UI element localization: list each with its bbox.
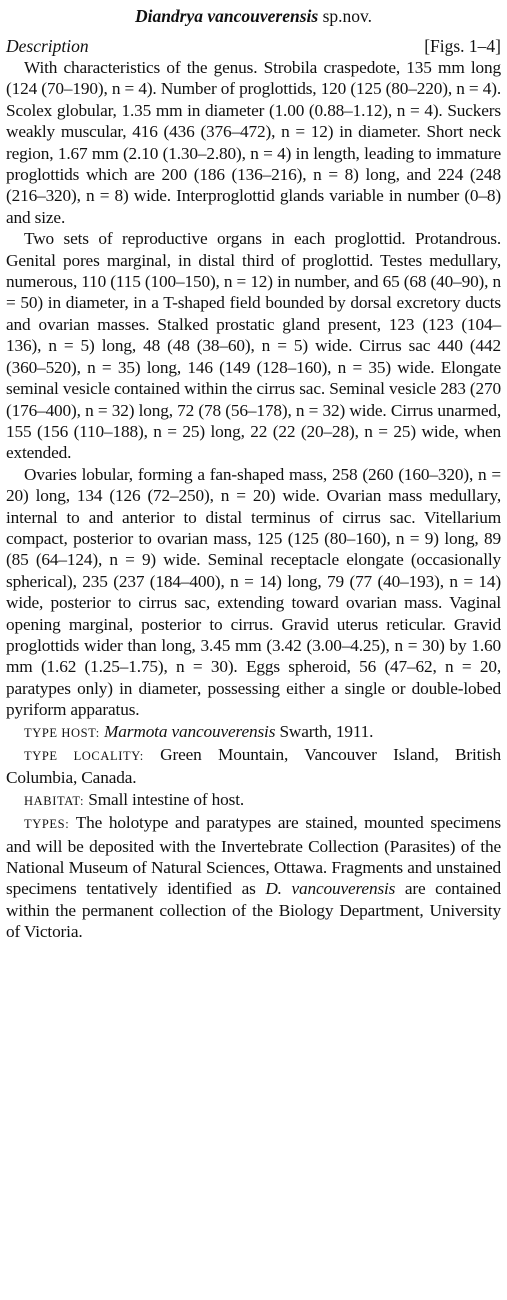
description-heading (6, 36, 501, 57)
species-title (6, 6, 501, 27)
habitat-entry (6, 789, 501, 812)
paragraph-ovaries: Ovaries lobular, forming a fan-shaped mass, 258 (260 (160–320), n = 20) long, 134 (126 (72–250), n = 20) wide. Ovarian mass medullary, internal to and anterior to distal terminus of cirrus sac. Vitellarium compact, posterior to ovarian mass, 125 (125 (80–160), n = 9) long, 89 (85 (64–124), n = 9) wide. Seminal receptacle elongate (occasionally spherical), 235 (237 (184–400), n = 14) long, 79 (77 (40–193), n = 14) wide, posterior to cirrus sac, extending toward ovarian mass. Vaginal opening marginal, posterior to cirrus. Gravid uterus reticular. Gravid proglottids wider than long, 3.45 mm (3.42 (3.00–4.25), n = 30) by 1.60 mm (1.62 (1.25–1.75), n = 30). Eggs spheroid, 56 (47–62, n = 20, paratypes only) in diameter, possessing either a single or double-lobed pyriform apparatus. (6, 464, 501, 720)
type-locality-entry (6, 744, 501, 789)
type-host-label: TYPE HOST: (24, 725, 100, 740)
figure-reference: [Figs. 1–4] (424, 36, 501, 56)
type-host-species: Marmota vancouverensis (104, 721, 276, 741)
habitat-text: Small intestine of host. (84, 789, 245, 809)
habitat-label: HABITAT: (24, 793, 85, 808)
types-label: TYPES: (24, 817, 70, 832)
types-text-1: The holotype and paratypes are stained, mounted specimens and will be deposited with the Invertebrate Collection (Parasites) of the National Museum of Natural Sciences, Ottawa. Fragments and unstained specimens tentatively identified as (6, 813, 501, 899)
species-name: Diandrya vancouverensis (134, 6, 319, 26)
types-species-abbrev: D. vancouverensis (265, 879, 396, 899)
species-suffix: sp.nov. (318, 6, 373, 26)
description-label: Description (6, 36, 89, 56)
paragraph-reproductive-organs: Two sets of reproductive organs in each proglottid. Protandrous. Genital pores marginal, in distal third of proglottid. Testes medullary, numerous, 110 (115 (100–150), n = 12) in number, and 65 (68 (40–90), n = 50) in diameter, in a T-shaped field bounded by dorsal excretory ducts and ovarian masses. Stalked prostatic gland present, 123 (123 (104–136), n = 5) long, 48 (48 (38–60), n = 5) wide. Cirrus sac 440 (442 (360–520), n = 35) long, 146 (149 (128–160), n = 35) wide. Elongate seminal vesicle contained within the cirrus sac. Seminal vesicle 283 (270 (176–400), n = 32) long, 72 (78 (56–178), n = 32) wide. Cirrus unarmed, 155 (156 (110–188), n = 25) long, 22 (22 (20–28), n = 25) wide, when extended. (6, 229, 501, 463)
type-host-entry (6, 721, 501, 744)
type-host-authority: Swarth, 1911. (275, 721, 374, 741)
types-entry (6, 812, 501, 942)
types-text-2: are contained within the permanent collection of the Biology Department, University of Victoria. (6, 879, 501, 942)
type-locality-text: Green Mountain, Vancouver Island, British Columbia, Canada. (6, 745, 501, 788)
type-locality-label: TYPE LOCALITY: (24, 749, 144, 763)
paragraph-strobila: With characteristics of the genus. Strobila craspedote, 135 mm long (124 (70–190), n = 4). Number of proglottids, 120 (125 (80–220), n = 4). Scolex globular, 1.35 mm in diameter (1.00 (0.88–1.12), n = 4). Suckers weakly muscular, 416 (436 (376–472), n = 12) in diameter. Short neck region, 1.67 mm (2.10 (1.30–2.80), n = 4) in length, leading to immature proglottids which are 200 (186 (136–216), n = 8) long, and 224 (248 (216–320), n = 8) wide. Interproglottid glands variable in number (0–8) and size. (6, 58, 501, 227)
